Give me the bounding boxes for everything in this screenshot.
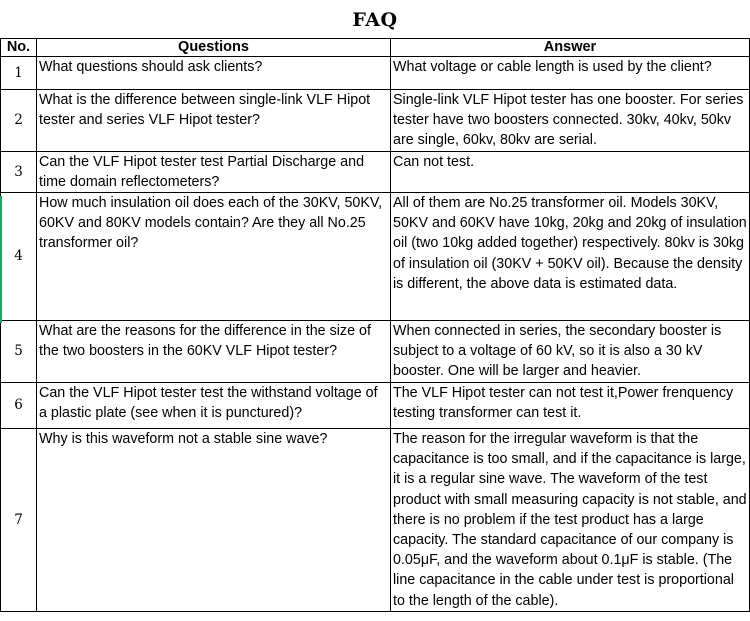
row-number[interactable]: 6	[1, 383, 37, 429]
question-cell[interactable]: Can the VLF Hipot tester test the withstand voltage of a plastic plate (see when it is punctured)?	[37, 383, 391, 429]
answer-cell[interactable]: The VLF Hipot tester can not test it,Power frenquency testing transformer can test it.	[391, 383, 750, 429]
page-title: FAQ	[352, 9, 398, 31]
question-cell[interactable]: What are the reasons for the difference in the size of the two boosters in the 60KV VLF Hipot tester?	[37, 321, 391, 383]
table-row	[1, 193, 750, 321]
table-row	[1, 429, 750, 612]
table-row	[1, 383, 750, 429]
table-row	[1, 151, 750, 192]
answer-cell[interactable]: The reason for the irregular waveform is that the capacitance is too small, and if the capacitance is large, it is a regular sine wave. The waveform of the test product with small measuring capacity is not stable, and there is no problem if the test product has a large capacity. The standard capacitance of our company is 0.05μF, and the waveform about 0.1μF is stable. (The line capacitance in the cable under test is proportional to the length of the cable).	[391, 429, 750, 612]
answer-cell[interactable]: Single-link VLF Hipot tester has one booster. For series tester have two boosters connected. 30kv, 40kv, 50kv are single, 60kv, 80kv are serial.	[391, 90, 750, 152]
row-number[interactable]: 5	[1, 321, 37, 383]
row-number[interactable]: 4	[1, 193, 37, 321]
faq-table	[0, 38, 750, 612]
header-no[interactable]: No.	[1, 39, 37, 57]
question-cell[interactable]: Why is this waveform not a stable sine wave?	[37, 429, 391, 612]
row-number[interactable]: 3	[1, 151, 37, 192]
header-row	[1, 39, 750, 57]
answer-cell[interactable]: When connected in series, the secondary booster is subject to a voltage of 60 kV, so it is also a 30 kV booster. One will be larger and heavier.	[391, 321, 750, 383]
answer-cell[interactable]: What voltage or cable length is used by the client?	[391, 57, 750, 90]
table-row	[1, 57, 750, 90]
question-cell[interactable]: What questions should ask clients?	[37, 57, 391, 90]
row-number[interactable]: 2	[1, 90, 37, 152]
selected-row-marker	[0, 196, 2, 323]
question-cell[interactable]: What is the difference between single-link VLF Hipot tester and series VLF Hipot tester?	[37, 90, 391, 152]
question-cell[interactable]: How much insulation oil does each of the 30KV, 50KV, 60KV and 80KV models contain? Are they all No.25 transformer oil?	[37, 193, 391, 321]
question-cell[interactable]: Can the VLF Hipot tester test Partial Discharge and time domain reflectometers?	[37, 151, 391, 192]
table-row	[1, 321, 750, 383]
answer-cell[interactable]: Can not test.	[391, 151, 750, 192]
answer-cell[interactable]: All of them are No.25 transformer oil. Models 30KV, 50KV and 60KV have 10kg, 20kg and 20kg of insulation oil (two 10kg added together) respectively. 80kv is 30kg of insulation oil (30KV + 50KV oil). Because the density is different, the above data is estimated data.	[391, 193, 750, 321]
header-questions[interactable]: Questions	[37, 39, 391, 57]
row-number[interactable]: 7	[1, 429, 37, 612]
table-row	[1, 90, 750, 152]
row-number[interactable]: 1	[1, 57, 37, 90]
header-answer[interactable]: Answer	[391, 39, 750, 57]
